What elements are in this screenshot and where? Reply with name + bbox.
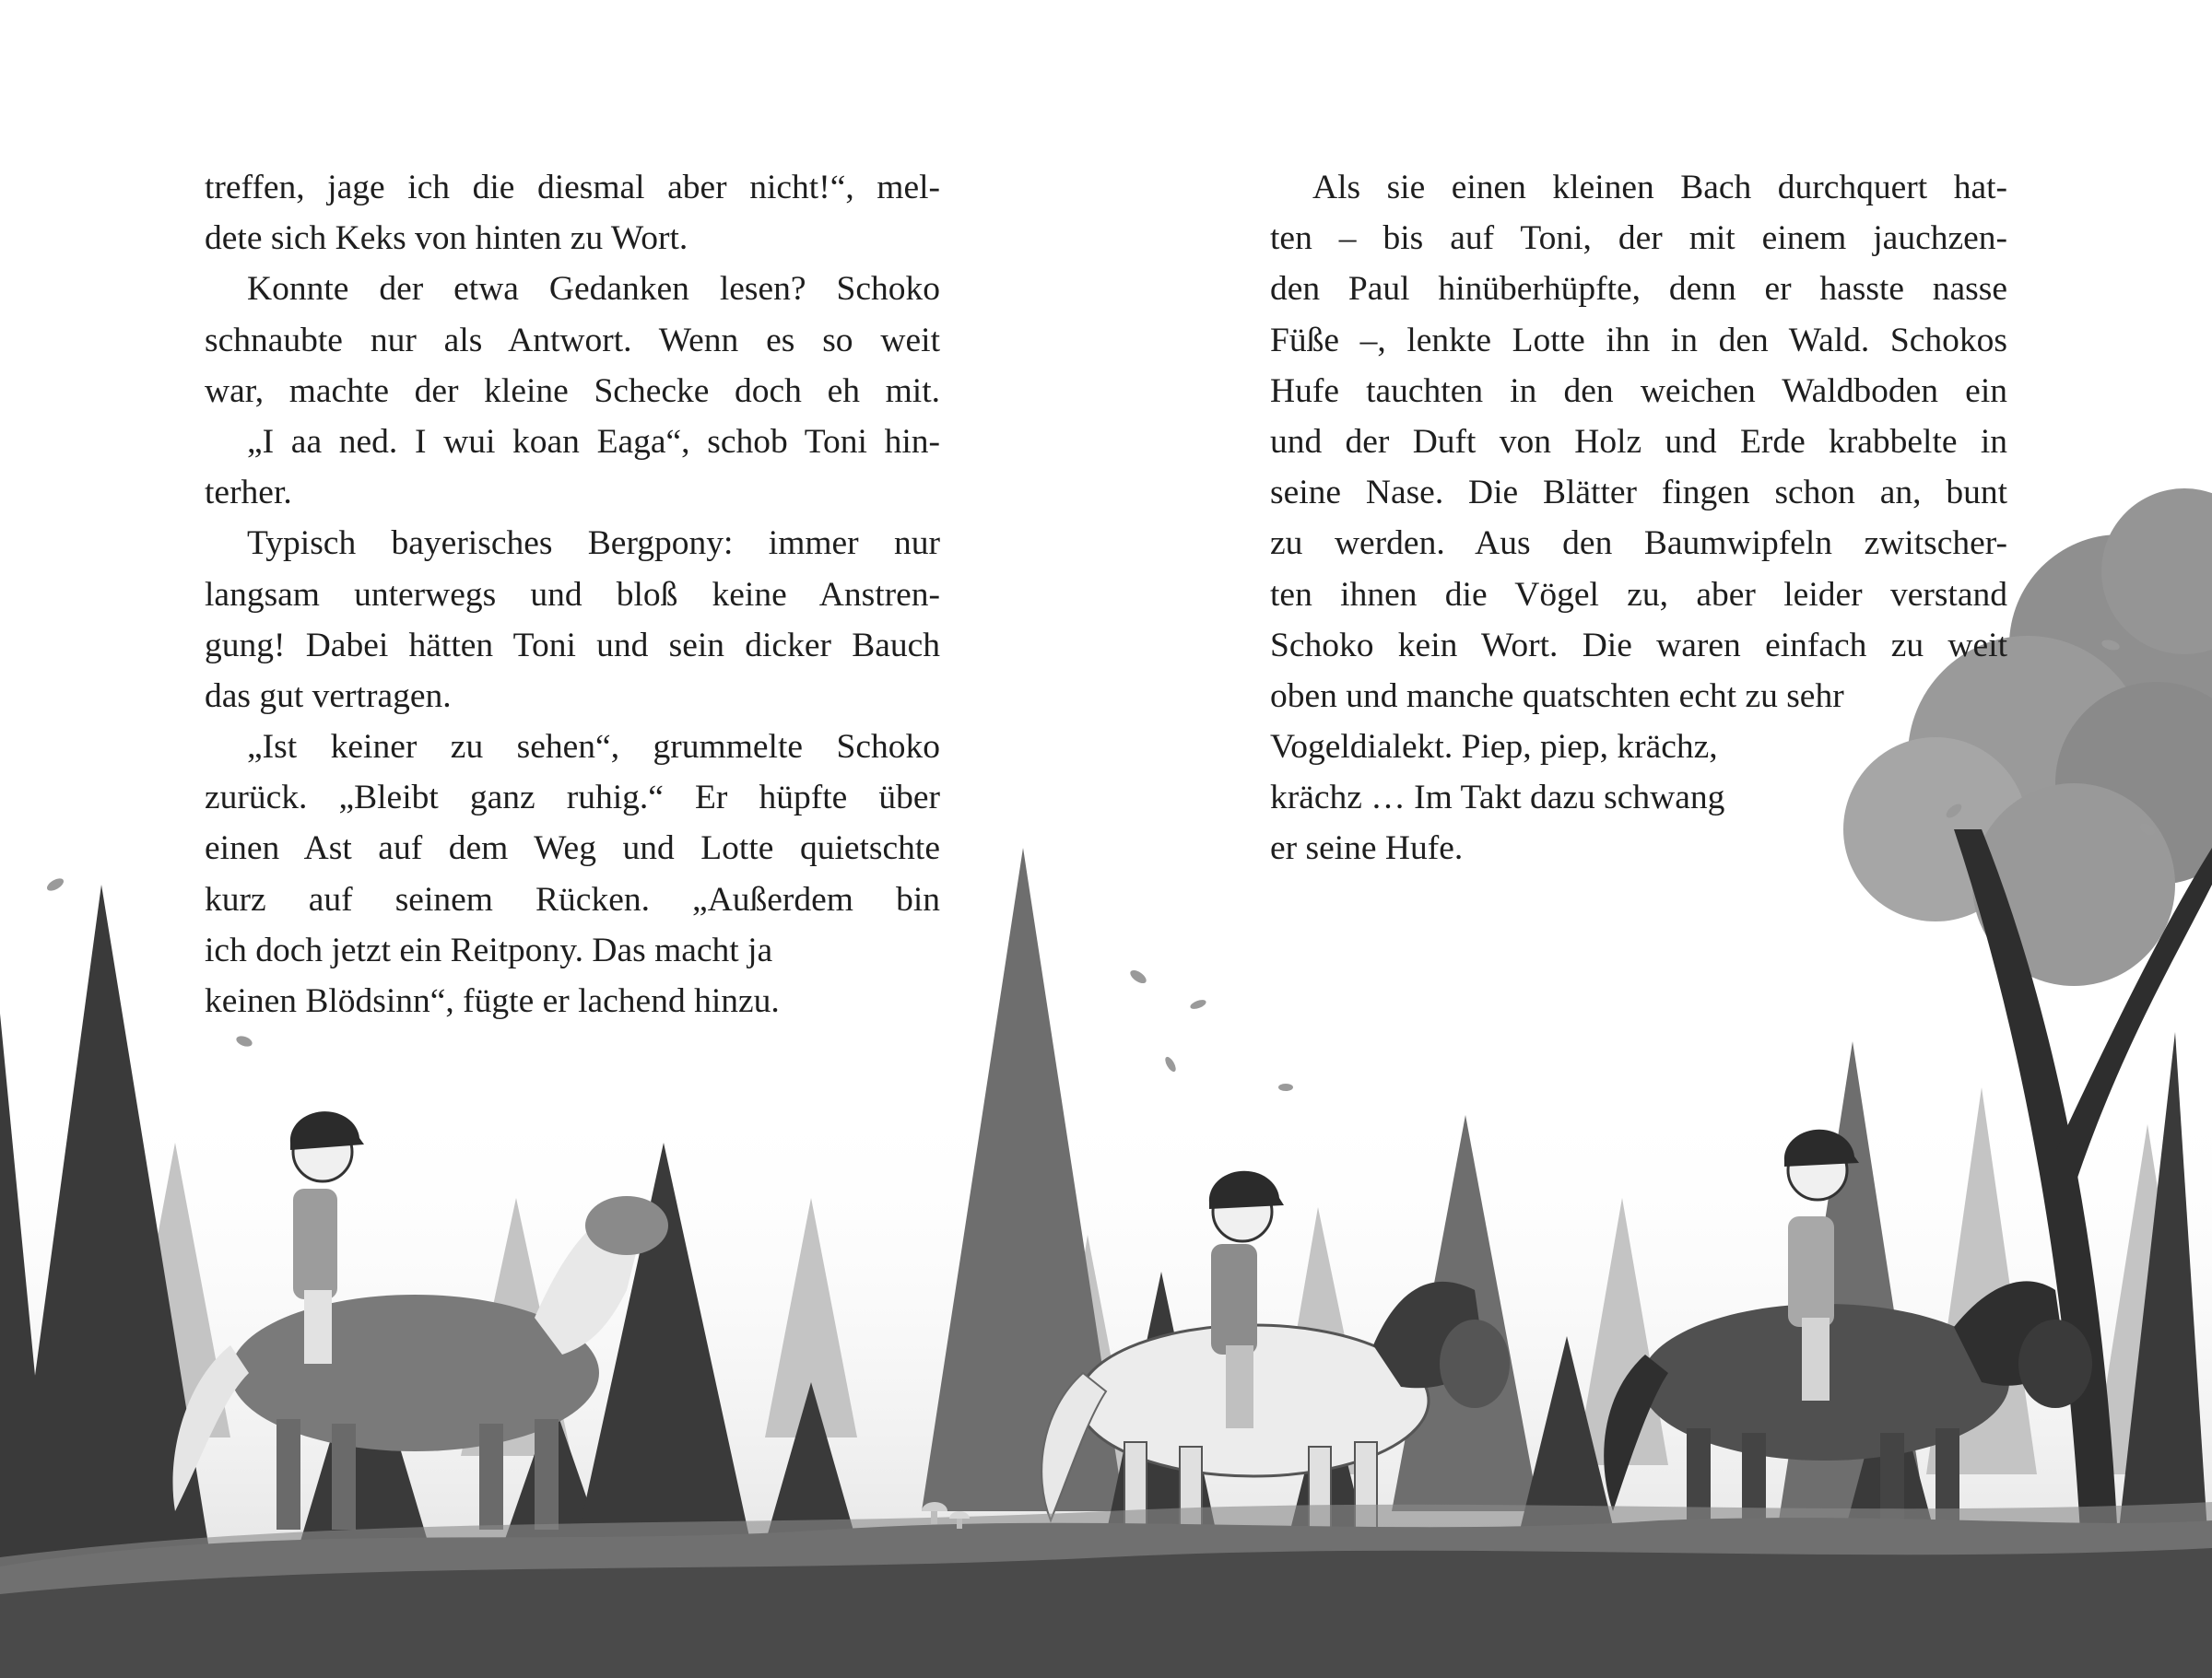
text-line: Vogeldialekt. Piep, piep, krächz, xyxy=(1270,728,1718,767)
text-line: Als sie einen kleinen Bach durchquert hat- xyxy=(1312,169,2007,206)
left-page-text xyxy=(205,162,940,1027)
right-page-text xyxy=(1270,162,2007,874)
text-line: terher. xyxy=(205,474,292,512)
text-line: schnaubte nur als Antwort. Wenn es so weit xyxy=(205,321,940,359)
text-line: das gut vertragen. xyxy=(205,676,452,715)
text-line: Schoko kein Wort. Die waren einfach zu weit xyxy=(1270,626,2007,664)
text-line: Konnte der etwa Gedanken lesen? Schoko xyxy=(247,270,940,309)
text-line: zu werden. Aus den Baumwipfeln zwitscher- xyxy=(1270,524,2007,563)
text-line: treffen, jage ich die diesmal aber nicht!“, mel- xyxy=(205,169,940,206)
text-line: Typisch bayerisches Bergpony: immer nur xyxy=(247,524,940,563)
text-line: Hufe tauchten in den weichen Waldboden ein xyxy=(1270,371,2007,410)
text-line: den Paul hinüberhüpfte, denn er hasste nasse xyxy=(1270,270,2007,309)
text-line: zurück. „Bleibt ganz ruhig.“ Er hüpfte über xyxy=(205,779,940,817)
text-line: dete sich Keks von hinten zu Wort. xyxy=(205,219,688,258)
text-line: seine Nase. Die Blätter fingen schon an, bunt xyxy=(1270,474,2007,512)
text-line: er seine Hufe. xyxy=(1270,829,1464,868)
text-line: langsam unterwegs und bloß keine Anstren- xyxy=(205,575,940,614)
text-line: ich doch jetzt ein Reitpony. Das macht ja xyxy=(205,931,773,969)
text-line: „I aa ned. I wui koan Eaga“, schob Toni hin- xyxy=(247,422,940,461)
text-line: „Ist keiner zu sehen“, grummelte Schoko xyxy=(247,728,940,767)
text-line: oben und manche quatschten echt zu sehr xyxy=(1270,676,1844,715)
text-line: ten ihnen die Vögel zu, aber leider verstand xyxy=(1270,575,2007,614)
text-line: ten – bis auf Toni, der mit einem jauchzen- xyxy=(1270,219,2007,258)
text-line: war, machte der kleine Schecke doch eh mit. xyxy=(205,371,940,410)
text-line: einen Ast auf dem Weg und Lotte quietschte xyxy=(205,829,940,868)
text-line: krächz … Im Takt dazu schwang xyxy=(1270,779,1725,817)
text-line: Füße –, lenkte Lotte ihn in den Wald. Schokos xyxy=(1270,321,2007,359)
text-line: kurz auf seinem Rücken. „Außerdem bin xyxy=(205,880,940,919)
text-line: gung! Dabei hätten Toni und sein dicker Bauch xyxy=(205,626,940,664)
text-line: keinen Blödsinn“, fügte er lachend hinzu. xyxy=(205,982,780,1020)
text-line: und der Duft von Holz und Erde krabbelte in xyxy=(1270,422,2007,461)
